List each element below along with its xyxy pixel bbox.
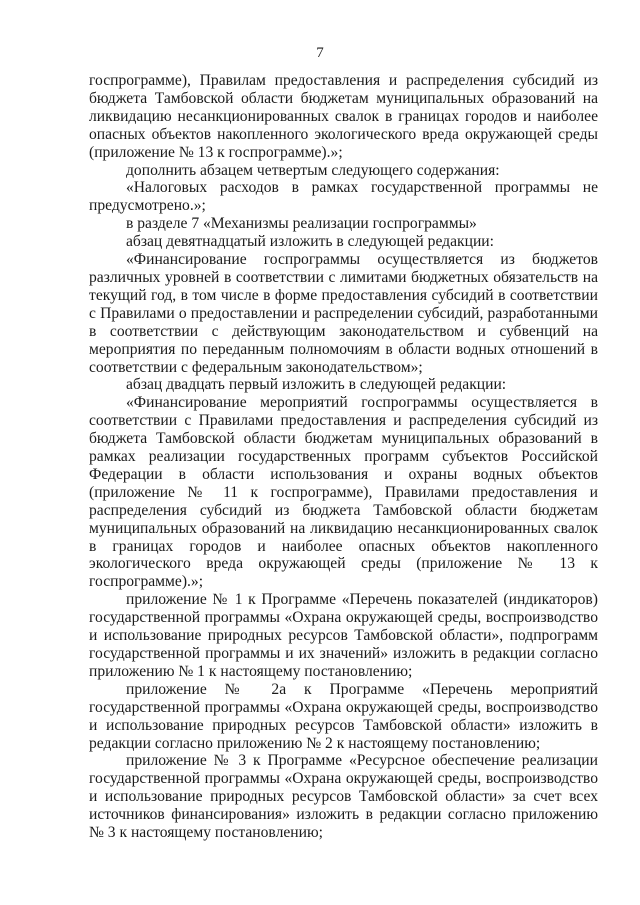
quoted-paragraph: «Финансирование госпрограммы осуществляется из бюджетов различных уровней в соответствии с лимитами бюджетных обязательств на текущий год, в том числе в форме предоставления субсидий в соответствии с Правилами о предоставлении и распределении субсидий, разработанными в соответствии с действующим законодательством и субвенций на мероприятия по переданным полномочиям в области водных отношений в соответствии с федеральным законодательством»; <box>89 251 598 376</box>
paragraph: приложение № 1 к Программе «Перечень показателей (индикаторов) государственной программы «Охрана окружающей среды, воспроизводство и использование природных ресурсов Тамбовской области», подпрограмм государственной программы и их значений» изложить в редакции согласно приложению № 1 к настоящему постановлению; <box>89 591 598 680</box>
paragraph: дополнить абзацем четвертым следующего содержания: <box>126 161 500 179</box>
paragraph: абзац двадцать первый изложить в следующей редакции: <box>126 376 507 394</box>
section-reference: в разделе 7 «Механизмы реализации госпрограммы» <box>126 215 477 233</box>
paragraph: абзац девятнадцатый изложить в следующей редакции: <box>126 233 494 251</box>
document-body <box>89 72 598 842</box>
paragraph: «Налоговых расходов в рамках государственной программы не предусмотрено.»; <box>89 179 598 215</box>
quoted-paragraph: «Финансирование мероприятий госпрограммы осуществляется в соответствии с Правилами предоставления и распределения субсидий из бюджета Тамбовской области бюджетам муниципальных образований в рамках реализации государственных программ субъектов Российской Федерации в области использования и охраны водных объектов (приложение № 11 к госпрограмме), Правилами предоставления и распределения субсидий из бюджета Тамбовской области бюджетам муниципальных образований на ликвидацию несанкционированных свалок в границах городов и наиболее опасных объектов накопленного экологического вреда окружающей среды (приложение № 13 к госпрограмме).»; <box>89 394 598 591</box>
page-number: 7 <box>316 45 324 61</box>
paragraph: приложение № 2а к Программе «Перечень мероприятий государственной программы «Охрана окружающей среды, воспроизводство и использование природных ресурсов Тамбовской области» изложить в редакции согласно приложению № 2 к настоящему постановлению; <box>89 680 598 752</box>
paragraph: приложение № 3 к Программе «Ресурсное обеспечение реализации государственной программы «Охрана окружающей среды, воспроизводство и использование природных ресурсов Тамбовской области» за счет всех источников финансирования» изложить в редакции согласно приложению № 3 к настоящему постановлению; <box>89 752 598 842</box>
paragraph-continuation: госпрограмме), Правилам предоставления и распределения субсидий из бюджета Тамбовской области бюджетам муниципальных образований на ликвидацию несанкционированных свалок в границах городов и наиболее опасных объектов накопленного экологического вреда окружающей среды (приложение № 13 к госпрограмме).»; <box>89 72 598 161</box>
